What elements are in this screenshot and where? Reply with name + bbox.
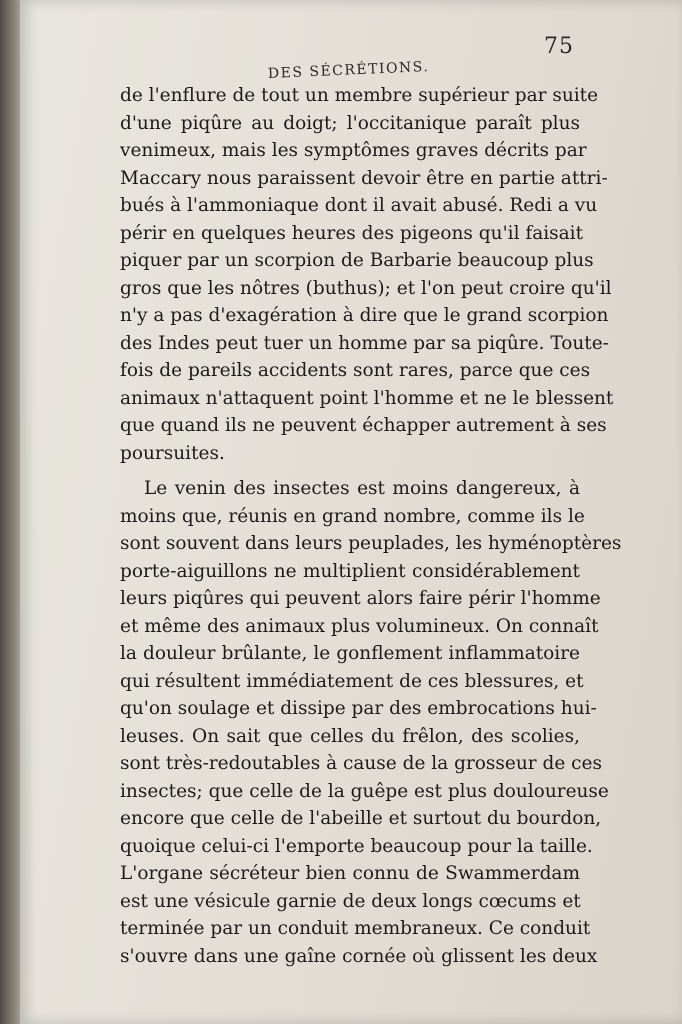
paragraph xyxy=(120,475,622,970)
text-line: s'ouvre dans une gaîne cornée où glissent les deux xyxy=(120,945,598,967)
text-line: la douleur brûlante, le gonflement inflammatoire xyxy=(120,643,580,664)
text-line: d'une piqûre au doigt; l'occitanique paraît plus xyxy=(120,112,580,134)
book-page xyxy=(20,0,682,1024)
text-line: terminée par un conduit membraneux. Ce conduit xyxy=(120,918,591,939)
text-line: fois de pareils accidents sont rares, parce que ces xyxy=(120,360,591,381)
page-number: 75 xyxy=(544,34,574,59)
text-line: qui résultent immédiatement de ces blessures, et xyxy=(120,670,584,692)
text-line: qu'on soulage et dissipe par des embrocations hui- xyxy=(120,698,597,719)
text-line: L'organe sécréteur bien connu de Swammerdam xyxy=(120,863,580,884)
text-line: moins que, réunis en grand nombre, comme ils le xyxy=(120,505,585,527)
text-line: que quand ils ne peuvent échapper autrement à ses xyxy=(120,415,607,436)
text-line: Le venin des insectes est moins dangereux, à xyxy=(144,478,580,499)
text-line: bués à l'ammoniaque dont il avait abusé. Redi a vu xyxy=(120,195,598,216)
text-line: de l'enflure de tout un membre supérieur par suite xyxy=(120,85,599,106)
text-line: sont souvent dans leurs peuplades, les hyménoptères xyxy=(120,533,622,554)
text-line: encore que celle de l'abeille et surtout du bourdon, xyxy=(120,808,602,829)
text-line: leuses. On sait que celles du frêlon, des scolies, xyxy=(120,725,580,747)
text-line: sont très-redoutables à cause de la grosseur de ces xyxy=(120,753,602,774)
text-line: animaux n'attaquent point l'homme et ne le blessent xyxy=(120,387,614,409)
text-line: poursuites. xyxy=(120,442,225,464)
text-line: gros que les nôtres (buthus); et l'on peut croire qu'il xyxy=(120,277,612,299)
text-line: périr en quelques heures des pigeons qu'il faisait xyxy=(120,222,584,244)
text-line: venimeux, mais les symptômes graves décrits par xyxy=(120,140,587,161)
running-head: DES SÉCRÉTIONS. xyxy=(267,58,430,82)
text-line: porte-aiguillons ne multiplient considérablement xyxy=(120,560,580,582)
text-line: Maccary nous paraissent devoir être en partie attri- xyxy=(120,167,608,189)
body-text xyxy=(120,82,622,970)
paragraph xyxy=(120,82,614,467)
text-line: n'y a pas d'exagération à dire que le grand scorpion xyxy=(120,305,609,326)
text-line: leurs piqûres qui peuvent alors faire périr l'homme xyxy=(120,588,601,609)
text-line: et même des animaux plus volumineux. On connaît xyxy=(120,615,599,637)
text-line: est une vésicule garnie de deux longs cœcums et xyxy=(120,890,581,912)
text-line: insectes; que celle de la guêpe est plus douloureuse xyxy=(120,780,609,802)
text-line: quoique celui-ci l'emporte beaucoup pour la taille. xyxy=(120,835,593,857)
text-line: piquer par un scorpion de Barbarie beaucoup plus xyxy=(120,250,594,271)
text-line: des Indes peut tuer un homme par sa piqûre. Toute- xyxy=(120,332,609,354)
